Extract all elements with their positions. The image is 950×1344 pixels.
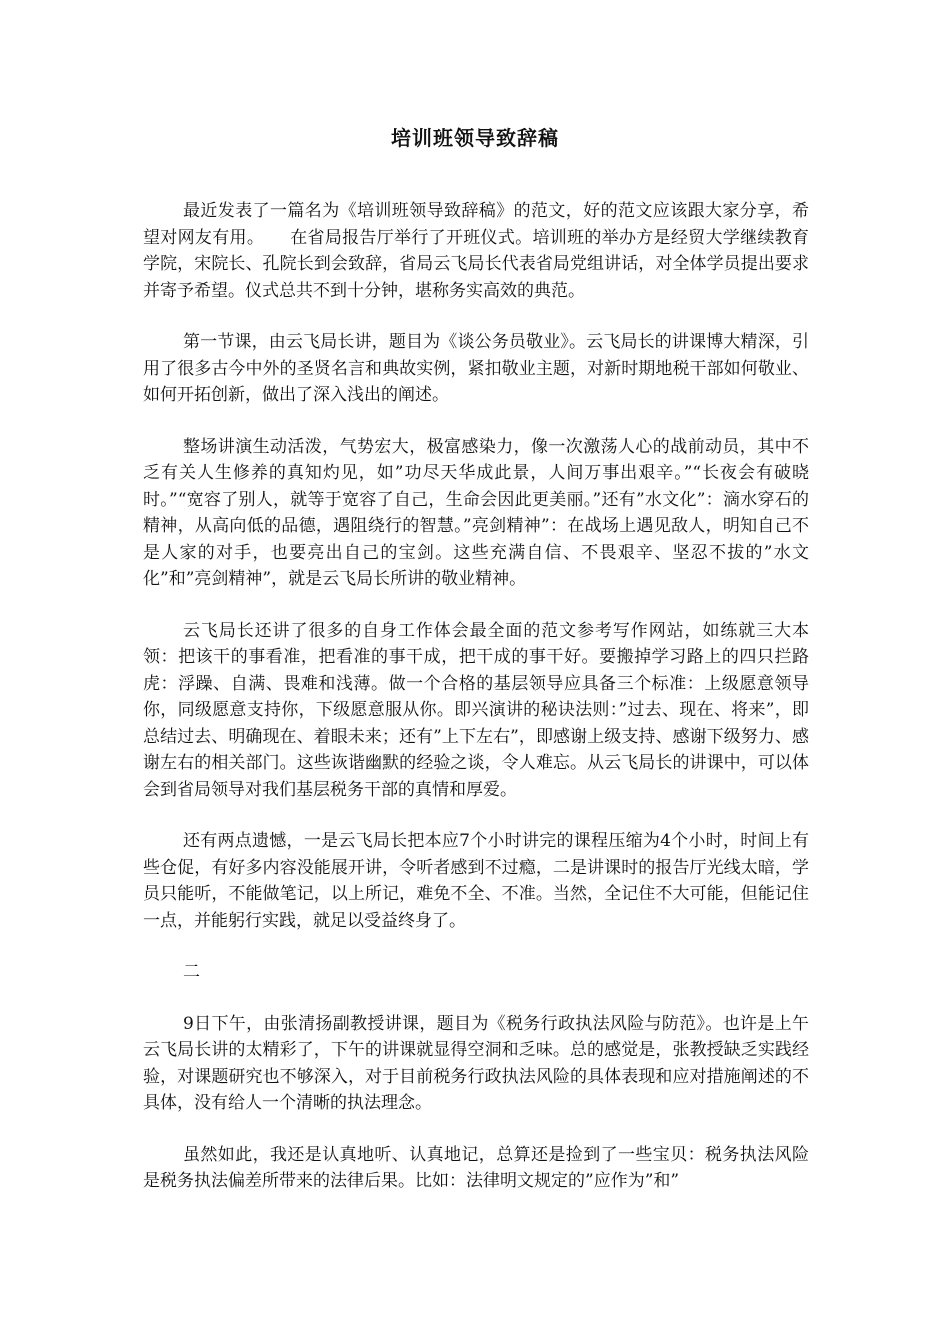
paragraph-5: 还有两点遗憾，一是云飞局长把本应7个小时讲完的课程压缩为4个小时，时间上有些仓促，有好多内容没能展开讲，令听者感到不过瘾，二是讲课时的报告厅光线太暗，学员只能听，不能做笔记，以上所记，难免不全、不准。当然，全记住不大可能，但能记住一点，并能躬行实践，就足以受益终身了。 <box>143 831 809 931</box>
document-body <box>143 198 809 1220</box>
paragraph-2: 第一节课，由云飞局长讲，题目为《谈公务员敬业》。云飞局长的讲课博大精深，引用了很多古今中外的圣贤名言和典故实例，紧扣敬业主题，对新时期地税干部如何敬业、如何开拓创新，做出了深入浅出的阐述。 <box>143 332 809 405</box>
document-title: 培训班领导致辞稿 <box>391 126 559 150</box>
paragraph-1: 最近发表了一篇名为《培训班领导致辞稿》的范文，好的范文应该跟大家分享，希望对网友有用。 在省局报告厅举行了开班仪式。培训班的举办方是经贸大学继续教育学院，宋院长、孔院长到会致辞，省局云飞局长代表省局党组讲话，对全体学员提出要求并寄予希望。仪式总共不到十分钟，堪称务实高效的典范。 <box>143 201 809 301</box>
paragraph-6: 9日下午，由张清扬副教授讲课，题目为《税务行政执法风险与防范》。也许是上午云飞局长讲的太精彩了，下午的讲课就显得空洞和乏味。总的感觉是，张教授缺乏实践经验，对课题研究也不够深入，对于目前税务行政执法风险的具体表现和应对措施阐述的不具体，没有给人一个清晰的执法理念。 <box>143 1013 809 1113</box>
paragraph-3: 整场讲演生动活泼，气势宏大，极富感染力，像一次激荡人心的战前动员，其中不乏有关人生修养的真知灼见，如”功尽天华成此景，人间万事出艰辛。”“长夜会有破晓时。”“宽容了别人，就等于宽容了自己，生命会因此更美丽。”还有”水文化”：滴水穿石的精神，从高向低的品德，遇阻绕行的智慧。”亮剑精神”：在战场上遇见敌人，明知自己不是人家的对手，也要亮出自己的宝剑。这些充满自信、不畏艰辛、坚忍不拔的”水文化”和”亮剑精神”，就是云飞局长所讲的敬业精神。 <box>143 436 809 589</box>
paragraph-4: 云飞局长还讲了很多的自身工作体会最全面的范文参考写作网站，如练就三大本领：把该干的事看准，把看准的事干成，把干成的事干好。要搬掉学习路上的四只拦路虎：浮躁、自满、畏难和浅薄。做一个合格的基层领导应具备三个标准：上级愿意领导你，同级愿意支持你，下级愿意服从你。即兴演讲的秘诀法则：”过去、现在、将来”，即总结过去、明确现在、着眼未来；还有”上下左右”，即感谢上级支持、感谢下级努力、感谢左右的相关部门。这些诙谐幽默的经验之谈，令人难忘。从云飞局长的讲课中，可以体会到省局领导对我们基层税务干部的真情和厚爱。 <box>143 620 809 800</box>
section-marker: 二 <box>183 962 200 982</box>
paragraph-7: 虽然如此，我还是认真地听、认真地记，总算还是捡到了一些宝贝：税务执法风险是税务执法偏差所带来的法律后果。比如：法律明文规定的”应作为”和” <box>143 1144 809 1191</box>
